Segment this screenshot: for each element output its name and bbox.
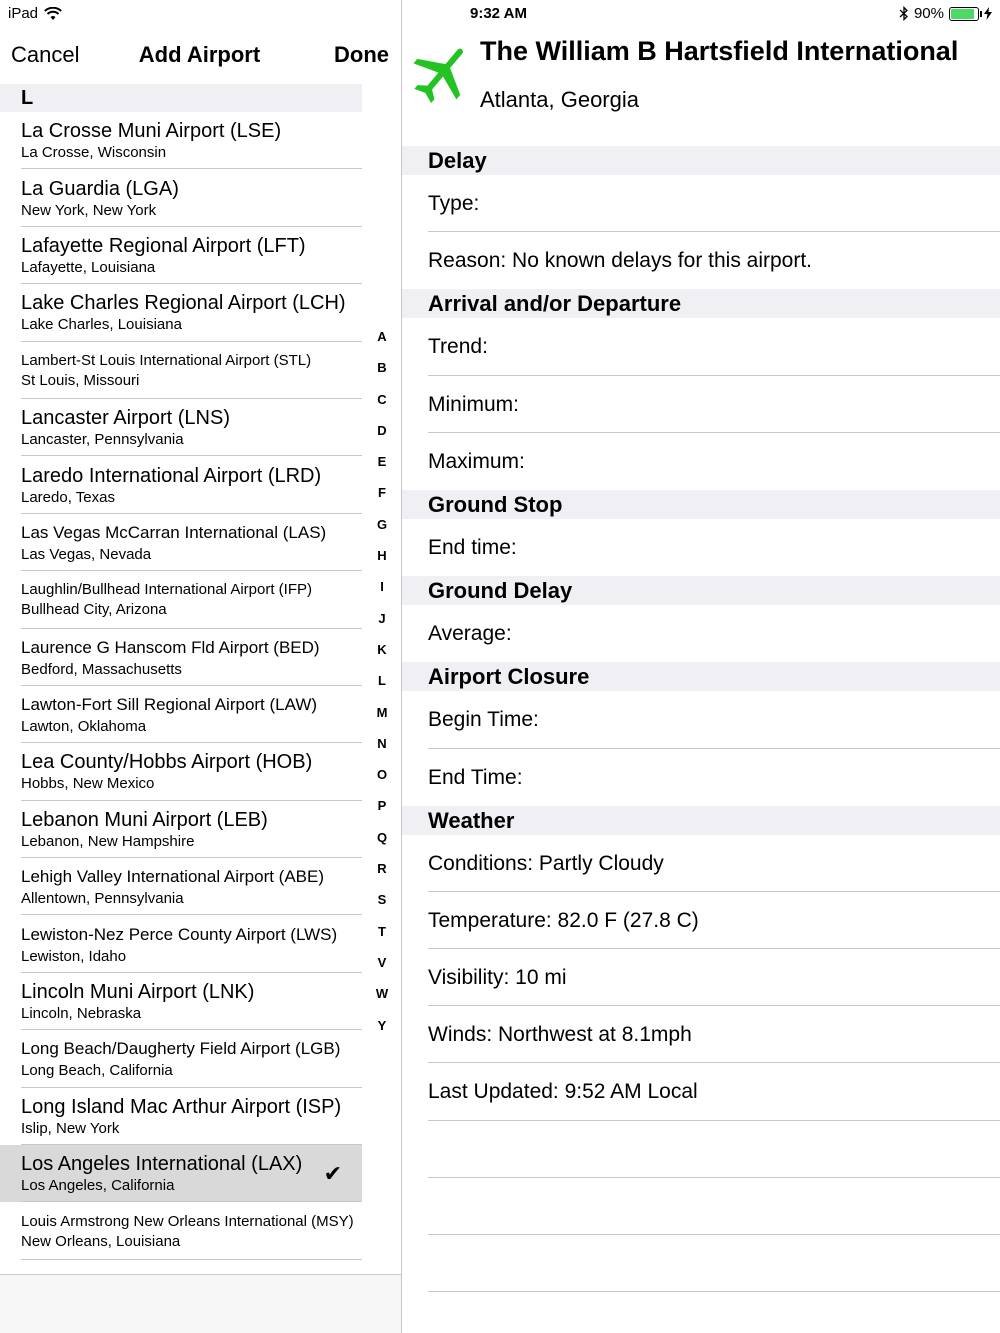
done-button[interactable]: Done bbox=[334, 42, 389, 67]
detail-section-header: Delay bbox=[402, 146, 1000, 175]
detail-section-header: Arrival and/or Departure bbox=[402, 289, 1000, 318]
airport-city: New Orleans, Louisiana bbox=[21, 1232, 181, 1250]
detail-row: Winds: Northwest at 8.1mph bbox=[402, 1006, 1000, 1063]
section-index[interactable] bbox=[372, 326, 392, 1046]
list-item[interactable] bbox=[0, 514, 362, 571]
index-letter[interactable]: S bbox=[377, 892, 387, 908]
battery-percent: 90% bbox=[913, 5, 944, 22]
list-item[interactable] bbox=[0, 456, 362, 513]
airport-name: Lancaster Airport (LNS) bbox=[21, 407, 230, 430]
detail-row: End Time: bbox=[428, 765, 523, 789]
airport-city: Lake Charles, Louisiana bbox=[21, 316, 182, 334]
list-item[interactable] bbox=[0, 915, 362, 972]
airport-name: Louis Armstrong New Orleans International (MSY) bbox=[21, 1212, 354, 1230]
airport-city: Islip, New York bbox=[21, 1119, 120, 1137]
index-letter[interactable]: Y bbox=[377, 1017, 387, 1033]
index-letter[interactable]: T bbox=[378, 923, 386, 939]
index-letter[interactable]: G bbox=[376, 516, 388, 532]
airport-name: La Guardia (LGA) bbox=[21, 177, 179, 200]
device-label: iPad bbox=[8, 5, 39, 22]
index-letter[interactable]: R bbox=[377, 861, 387, 877]
nav-bar bbox=[0, 28, 401, 84]
status-right bbox=[899, 5, 992, 22]
detail-row: Type: bbox=[402, 175, 1000, 232]
status-bar bbox=[0, 0, 1000, 28]
battery-icon bbox=[949, 7, 979, 21]
wifi-icon bbox=[44, 7, 62, 21]
airport-city: La Crosse, Wisconsin bbox=[21, 144, 167, 162]
detail-row bbox=[402, 1178, 1000, 1235]
list-item[interactable] bbox=[0, 169, 362, 226]
list-item[interactable] bbox=[0, 112, 362, 169]
status-time: 9:32 AM bbox=[470, 5, 527, 22]
airport-name: Lewiston-Nez Perce County Airport (LWS) bbox=[21, 924, 338, 944]
airport-city: Laredo, Texas bbox=[21, 488, 115, 506]
airport-name: Lebanon Muni Airport (LEB) bbox=[21, 808, 268, 831]
detail-section-header: Ground Stop bbox=[402, 490, 1000, 519]
index-letter[interactable]: M bbox=[376, 704, 388, 720]
airport-name: Los Angeles International (LAX) bbox=[21, 1153, 303, 1176]
airport-name: Lincoln Muni Airport (LNK) bbox=[21, 981, 255, 1004]
airport-city: Long Beach, California bbox=[21, 1062, 173, 1080]
bluetooth-icon bbox=[899, 6, 909, 21]
list-item[interactable] bbox=[0, 227, 362, 284]
detail-section-header: Ground Delay bbox=[402, 576, 1000, 605]
index-letter[interactable]: F bbox=[378, 485, 386, 501]
detail-row: Maximum: bbox=[428, 449, 525, 473]
detail-section-header: Weather bbox=[402, 806, 1000, 835]
battery-level bbox=[951, 9, 974, 19]
index-letter[interactable]: Q bbox=[376, 829, 388, 845]
list-item[interactable] bbox=[0, 284, 362, 341]
index-letter[interactable]: I bbox=[380, 579, 384, 595]
airport-city: New York, New York bbox=[21, 201, 157, 219]
bottom-toolbar bbox=[0, 1274, 401, 1333]
detail-row: Last Updated: 9:52 AM Local bbox=[402, 1063, 1000, 1120]
list-item[interactable] bbox=[0, 399, 362, 456]
index-letter[interactable]: A bbox=[377, 329, 387, 344]
airport-picker-panel bbox=[0, 0, 401, 1333]
airport-city: St Louis, Missouri bbox=[21, 371, 140, 389]
index-letter[interactable]: N bbox=[377, 735, 387, 751]
list-item[interactable] bbox=[0, 1145, 362, 1202]
airport-city: Las Vegas, Nevada bbox=[21, 545, 152, 563]
detail-row: Temperature: 82.0 F (27.8 C) bbox=[402, 892, 1000, 949]
list-item[interactable] bbox=[0, 571, 362, 628]
airport-city: Lincoln, Nebraska bbox=[21, 1005, 142, 1023]
detail-section-header: Airport Closure bbox=[402, 662, 1000, 691]
detail-row bbox=[402, 1235, 1000, 1292]
section-header: L bbox=[0, 84, 362, 112]
airport-city: Hobbs, New Mexico bbox=[21, 775, 155, 793]
airport-name: Laurence G Hanscom Fld Airport (BED) bbox=[21, 637, 320, 657]
list-item[interactable] bbox=[0, 1030, 362, 1087]
battery-nub bbox=[980, 11, 982, 17]
index-letter[interactable]: O bbox=[376, 767, 388, 783]
airport-name: Laredo International Airport (LRD) bbox=[21, 464, 322, 487]
detail-row: End time: bbox=[428, 535, 517, 559]
index-letter[interactable]: J bbox=[378, 610, 386, 626]
detail-row: Begin Time: bbox=[402, 691, 1000, 748]
index-letter[interactable]: C bbox=[377, 391, 387, 407]
airport-city: Lawton, Oklahoma bbox=[21, 718, 147, 736]
list-item[interactable] bbox=[0, 743, 362, 800]
list-item[interactable] bbox=[0, 686, 362, 743]
airport-name: Lambert-St Louis International Airport (STL) bbox=[21, 351, 312, 369]
airport-name: Lafayette Regional Airport (LFT) bbox=[21, 234, 306, 257]
list-item[interactable] bbox=[0, 342, 362, 399]
airport-location: Atlanta, Georgia bbox=[480, 87, 639, 112]
nav-title: Add Airport bbox=[138, 42, 261, 67]
airport-name: Laughlin/Bullhead International Airport (IFP) bbox=[21, 581, 313, 599]
index-letter[interactable]: P bbox=[377, 798, 387, 814]
airport-city: Lebanon, New Hampshire bbox=[21, 832, 195, 850]
index-letter[interactable]: D bbox=[377, 422, 387, 438]
airport-city: Lafayette, Louisiana bbox=[21, 258, 156, 276]
detail-row: Trend: bbox=[402, 318, 1000, 375]
detail-row: Visibility: 10 mi bbox=[402, 949, 1000, 1006]
airport-city: Lewiston, Idaho bbox=[21, 947, 127, 965]
airport-name: La Crosse Muni Airport (LSE) bbox=[21, 120, 282, 143]
list-item[interactable] bbox=[0, 1202, 362, 1259]
list-item[interactable] bbox=[0, 973, 362, 1030]
airport-city: Bedford, Massachusetts bbox=[21, 660, 182, 678]
airport-list[interactable] bbox=[0, 112, 362, 1260]
checkmark-icon: ✔ bbox=[323, 1161, 342, 1187]
detail-row: Minimum: bbox=[402, 376, 1000, 433]
list-item[interactable] bbox=[0, 1088, 362, 1145]
status-left bbox=[8, 5, 62, 22]
airport-name: Long Beach/Daugherty Field Airport (LGB) bbox=[21, 1039, 341, 1059]
airport-name: Lawton-Fort Sill Regional Airport (LAW) bbox=[21, 695, 318, 715]
airport-name: Las Vegas McCarran International (LAS) bbox=[21, 522, 327, 542]
airport-city: Allentown, Pennsylvania bbox=[21, 890, 184, 908]
charging-icon bbox=[984, 7, 992, 20]
index-letter[interactable]: H bbox=[377, 548, 387, 564]
airport-detail-panel bbox=[402, 0, 1000, 1333]
airport-city: Los Angeles, California bbox=[21, 1177, 175, 1195]
list-item[interactable] bbox=[0, 858, 362, 915]
detail-row: Average: bbox=[428, 622, 512, 646]
detail-table bbox=[402, 146, 1000, 1292]
index-letter[interactable]: V bbox=[377, 954, 387, 970]
airplane-icon bbox=[412, 42, 472, 104]
airport-name: Lea County/Hobbs Airport (HOB) bbox=[21, 751, 313, 774]
airport-city: Lancaster, Pennsylvania bbox=[21, 431, 184, 449]
airport-title: The William B Hartsfield International bbox=[480, 36, 959, 66]
airport-name: Lake Charles Regional Airport (LCH) bbox=[21, 292, 346, 315]
list-item[interactable] bbox=[0, 801, 362, 858]
detail-row: Conditions: Partly Cloudy bbox=[402, 835, 1000, 892]
airport-city: Bullhead City, Arizona bbox=[21, 601, 167, 619]
index-letter[interactable]: E bbox=[377, 454, 387, 470]
index-letter[interactable]: W bbox=[375, 986, 389, 1002]
detail-row: Reason: No known delays for this airport. bbox=[428, 249, 813, 273]
index-letter[interactable]: B bbox=[377, 360, 387, 376]
cancel-button[interactable]: Cancel bbox=[11, 42, 80, 67]
airport-name: Lehigh Valley International Airport (ABE) bbox=[21, 867, 325, 887]
list-item[interactable] bbox=[0, 629, 362, 686]
airport-name: Long Island Mac Arthur Airport (ISP) bbox=[21, 1095, 342, 1118]
index-letter[interactable]: K bbox=[377, 641, 387, 657]
detail-row bbox=[402, 1121, 1000, 1178]
index-letter[interactable]: L bbox=[378, 673, 386, 689]
airplane-shape bbox=[412, 42, 472, 104]
